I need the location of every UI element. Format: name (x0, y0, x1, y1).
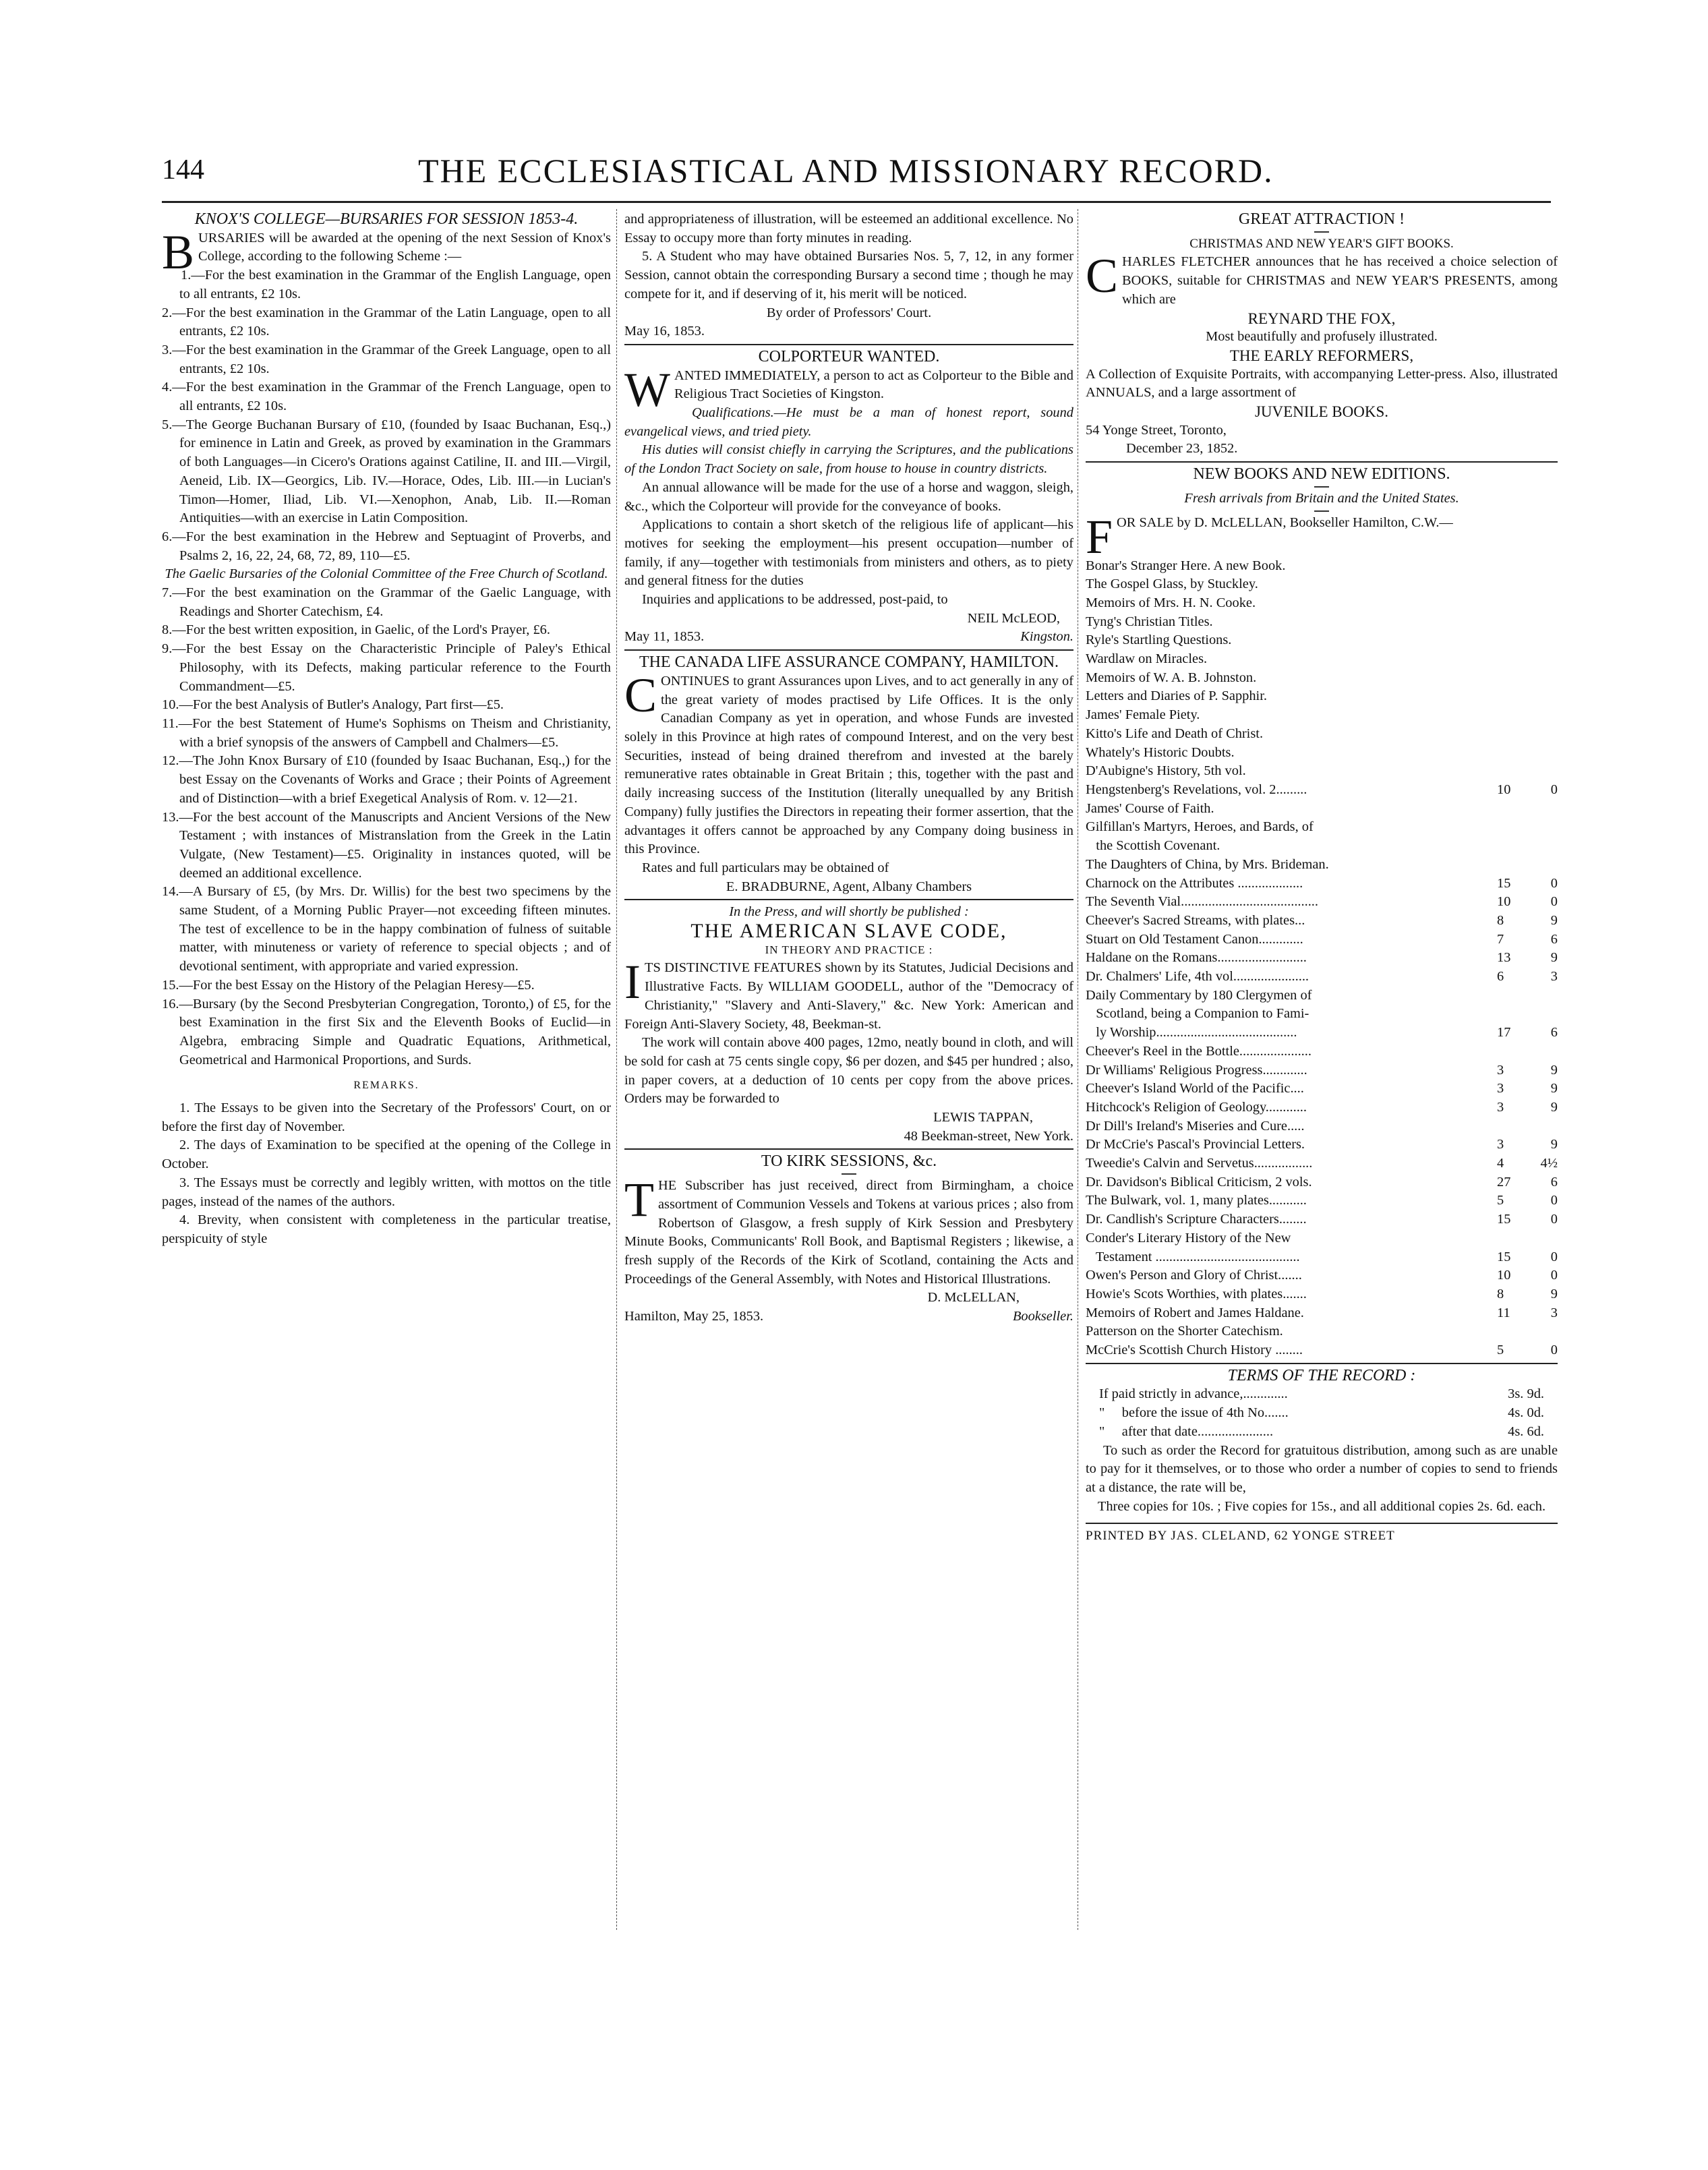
slave-code-prices: The work will contain above 400 pages, 12mo, neatly bound in cloth, and will be sold for cash at 75 cents single copy, $6 per dozen, and $45 per hundred ; also, in paper covers, at a deduction of 10 cents per copy from the above prices. Orders may be forwarded to (624, 1035, 1073, 1107)
price-shillings: 10 (1497, 1268, 1511, 1283)
price-pence: 0 (1550, 1268, 1558, 1283)
slave-code-title: THE AMERICAN SLAVE CODE, (690, 920, 1007, 943)
book-row (1086, 1080, 1558, 1098)
bursary-item: 5.—The George Buchanan Bursary of £10, (founded by Isaac Buchanan, Esq.,) for eminence in Latin and Greek, as proved by examination in the Grammars of both Languages—in Cicero's Orations against Catiline, II. and III.—Virgil, Aeneid, Lib. IX—Georgics, Lib. IV.—Horace, Odes, Lib. III.—in Lucian's Timon—Homer, Iliad, Lib. VI.—Xenophon, Anab, Lib. II.—Roman Antiquities—with an exercise in Latin Composition. (162, 417, 611, 526)
book-title: Dr Williams' Religious Progress............. (1086, 1062, 1307, 1078)
rule (1086, 1363, 1558, 1364)
terms-body: To such as order the Record for gratuitous distribution, among such as are unable to pay for it themselves, or to those who order a number of copies to send to friends at a distance, the rate will be, (1086, 1442, 1558, 1495)
price-pence: 3 (1550, 1305, 1558, 1320)
drop-cap: W (624, 362, 670, 417)
book-title: Gilfillan's Martyrs, Heroes, and Bards, of (1086, 819, 1314, 835)
book-row (1086, 912, 1558, 931)
book-title: Testament .......................................... (1086, 1249, 1300, 1264)
price-pence: 9 (1550, 1137, 1558, 1152)
canada-life-body (624, 668, 1073, 859)
price-pence: 9 (1550, 912, 1558, 928)
bursary-item: 13.—For the best account of the Manuscripts and Ancient Versions of the New Testament ; with instances of Mistranslation from the Greek in the Latin Vulgate, (New Testament)—£5. Originality in instances quoted, will be deemed an additional excellence. (162, 809, 611, 881)
book-price (1492, 949, 1558, 968)
book-price (1492, 650, 1558, 669)
price-shillings: 3 (1497, 1062, 1504, 1078)
book-price (1492, 1266, 1558, 1285)
bursary-item: 11.—For the best Statement of Hume's Sophisms on Theism and Christianity, with a brief synopsis of the answers of Campbell and Chalmers—£5. (162, 715, 611, 750)
dash (842, 1173, 856, 1175)
bursary-item: 8.—For the best written exposition, in Gaelic, of the Lord's Prayer, £6. (162, 622, 550, 638)
fresh-arrivals: Fresh arrivals from Britain and the United States. (1184, 490, 1459, 506)
book-price (1492, 631, 1558, 650)
price-pence: 0 (1550, 1343, 1558, 1358)
book-price (1492, 875, 1558, 893)
bursary-item: 12.—The John Knox Bursary of £10 (founded by Isaac Buchanan, Esq.,) for the best Essay on the Covenants of Works and Grace ; their Points of Agreement and of Distinction—with a brief Exegetical Analysis of Rom. v. 12—21. (162, 753, 611, 806)
book-price (1492, 669, 1558, 688)
slave-code-press: In the Press, and will shortly be published : (729, 904, 969, 920)
column-1 (162, 210, 611, 1249)
colporteur-intro (624, 362, 1073, 417)
book-row (1086, 1024, 1558, 1043)
rule (624, 899, 1073, 900)
book-row (1086, 669, 1558, 688)
price-pence: 6 (1550, 1174, 1558, 1190)
book-row (1086, 1043, 1558, 1061)
drop-cap: B (162, 225, 195, 279)
book-price (1492, 1192, 1558, 1210)
portraits-text: A Collection of Exquisite Portraits, with accompanying Letter-press. Also, illustrated ANNUALS, and a large assortment of (1086, 366, 1558, 401)
book-row (1086, 1322, 1558, 1341)
terms-condition: If paid strictly in advance,............. (1099, 1386, 1288, 1402)
price-shillings: 27 (1497, 1174, 1511, 1190)
terms-condition: " before the issue of 4th No....... (1099, 1405, 1289, 1421)
book-row (1086, 557, 1558, 576)
book-title: Dr McCrie's Pascal's Provincial Letters. (1086, 1137, 1305, 1152)
book-row (1086, 987, 1558, 1005)
fletcher-notice (1086, 249, 1558, 309)
book-row (1086, 1192, 1558, 1210)
kirk-date: Hamilton, May 25, 1853. (624, 1309, 764, 1324)
book-title: Hitchcock's Religion of Geology............ (1086, 1099, 1307, 1115)
book-price (1492, 744, 1558, 763)
book-price (1492, 557, 1558, 576)
book-price (1492, 575, 1558, 594)
book-title: McCrie's Scottish Church History ........ (1086, 1343, 1303, 1358)
knox-remark-5: 5. A Student who may have obtained Bursaries Nos. 5, 7, 12, in any former Session, cannot obtain the corresponding Bursary a second time ; though he may compete for it, and if deserving of it, his merit will be noticed. (624, 249, 1073, 301)
book-title: Scotland, being a Companion to Fami- (1086, 1006, 1309, 1022)
book-row (1086, 1210, 1558, 1229)
book-price (1492, 1154, 1558, 1173)
price-shillings: 17 (1497, 1025, 1511, 1040)
knox-remarks (162, 1099, 611, 1249)
knox-continued: and appropriateness of illustration, will be esteemed an additional excellence. No Essay to occupy more than forty minutes in reading. (624, 212, 1073, 245)
terms-price: 4s. 0d. (1508, 1405, 1544, 1421)
journal-title: THE ECCLESIASTICAL AND MISSIONARY RECORD. (418, 152, 1274, 189)
bursary-item: 10.—For the best Analysis of Butler's Analogy, Part first—£5. (162, 697, 504, 713)
printer-imprint: PRINTED BY JAS. CLELAND, 62 YONGE STREET (1086, 1523, 1558, 1546)
price-pence: 9 (1550, 1286, 1558, 1301)
book-price (1492, 837, 1558, 856)
bursary-item: 3.—For the best examination in the Grammar of the Greek Language, open to all entrants, £2 10s. (162, 342, 611, 376)
canada-life-text: ONTINUES to grant Assurances upon Lives, and to act generally in any of the great variety of modes practised by Life Offices. It is the only Canadian Company as yet in operation, and whose Funds are invested solely in this Province at high rates of compound Interest, and on the very best Securities, instead of being drained therefrom and invested at the barely remunerative rates obtainable in Great Britain ; this, together with the past and daily increasing success of the Institution (literally unequalled by any British Company) fully justifies the Directors in repeating their former assertion, that the advantages it offers cannot be approached by any Company doing business in this Province. (624, 673, 1073, 857)
book-title: Patterson on the Shorter Catechism. (1086, 1324, 1283, 1339)
price-shillings: 15 (1497, 1249, 1511, 1264)
book-price (1492, 1043, 1558, 1061)
price-pence: 4½ (1540, 1156, 1558, 1171)
remarks-heading: REMARKS. (353, 1080, 419, 1092)
canada-life-agent: E. BRADBURNE, Agent, Albany Chambers (726, 879, 972, 894)
book-title: Memoirs of W. A. B. Johnston. (1086, 670, 1257, 685)
book-row (1086, 1005, 1558, 1024)
bursary-item: 7.—For the best examination on the Grammar of the Gaelic Language, with Readings and Shorter Catechism, £4. (162, 585, 611, 619)
book-row (1086, 613, 1558, 632)
bursary-item: 14.—A Bursary of £5, (by Mrs. Dr. Willis) for the best two specimens by the same Student, of a Morning Public Prayer—not exceeding fifteen minutes. The test of excellence to be in the happy combination of fulness of suitable matter, with minuteness or variety of reference to special objects ; and of devotional sentiment, with appropriate and varied expression. (162, 884, 611, 974)
book-row (1086, 650, 1558, 669)
price-shillings: 8 (1497, 1286, 1504, 1301)
terms-rate: Three copies for 10s. ; Five copies for 15s., and all additional copies 2s. 6d. each. (1097, 1498, 1546, 1514)
book-price (1492, 1210, 1558, 1229)
price-pence: 9 (1550, 1099, 1558, 1115)
kirk-trade: Bookseller. (1012, 1309, 1073, 1324)
fletcher-address: 54 Yonge Street, Toronto, (1086, 422, 1227, 438)
book-row (1086, 1061, 1558, 1080)
book-price (1492, 1080, 1558, 1098)
masthead (162, 154, 1544, 194)
drop-cap: I (624, 955, 641, 1009)
book-price (1492, 781, 1558, 800)
book-title: Wardlaw on Miracles. (1086, 651, 1208, 667)
terms-condition: " after that date...................... (1099, 1424, 1274, 1439)
book-row (1086, 1304, 1558, 1323)
slave-code-subtitle: IN THEORY AND PRACTICE : (765, 943, 933, 956)
book-price (1492, 800, 1558, 819)
price-pence: 0 (1550, 1193, 1558, 1208)
book-row (1086, 781, 1558, 800)
price-shillings: 10 (1497, 894, 1511, 910)
terms-line (1086, 1423, 1558, 1442)
book-title: Dr. Davidson's Biblical Criticism, 2 vols. (1086, 1174, 1312, 1190)
fletcher-date: December 23, 1852. (1126, 441, 1238, 457)
book-row (1086, 800, 1558, 819)
book-row (1086, 1248, 1558, 1267)
column-3 (1086, 210, 1558, 1546)
price-shillings: 3 (1497, 1137, 1504, 1152)
book-title: James' Course of Faith. (1086, 800, 1214, 816)
colporteur-duties: His duties will consist chiefly in carrying the Scriptures, and the publications of the London Tract Society on sale, from house to house in country districts. (624, 442, 1073, 477)
terms-lines (1086, 1385, 1558, 1441)
price-pence: 0 (1550, 894, 1558, 910)
kirk-dateline (624, 1308, 1073, 1326)
price-pence: 9 (1550, 1081, 1558, 1096)
book-row (1086, 893, 1558, 912)
book-title: The Seventh Vial........................................ (1086, 894, 1319, 910)
knox-order: By order of Professors' Court. (766, 305, 932, 320)
kirk-sign: D. McLELLAN, (927, 1290, 1020, 1306)
book-price (1492, 1117, 1558, 1136)
great-attraction-heading: GREAT ATTRACTION ! (1238, 210, 1405, 228)
new-books-heading: NEW BOOKS AND NEW EDITIONS. (1193, 465, 1450, 483)
rule (624, 344, 1073, 345)
price-pence: 0 (1550, 1249, 1558, 1264)
price-pence: 0 (1550, 1212, 1558, 1227)
remark-item: 1. The Essays to be given into the Secretary of the Professors' Court, on or before the first day of November. (162, 1101, 611, 1134)
rule (624, 1148, 1073, 1150)
book-price (1492, 725, 1558, 744)
terms-line (1086, 1385, 1558, 1404)
book-title: ly Worship......................................... (1086, 1025, 1297, 1040)
book-title: Tweedie's Calvin and Servetus................. (1086, 1156, 1313, 1171)
price-pence: 6 (1550, 1025, 1558, 1040)
canada-life-rates: Rates and full particulars may be obtained of (642, 860, 889, 875)
colporteur-heading: COLPORTEUR WANTED. (758, 347, 940, 365)
slave-code-sign: LEWIS TAPPAN, (933, 1110, 1033, 1125)
book-title: Cheever's Sacred Streams, with plates... (1086, 912, 1305, 928)
book-price (1492, 1285, 1558, 1304)
book-price (1492, 893, 1558, 912)
book-title: Owen's Person and Glory of Christ....... (1086, 1268, 1302, 1283)
drop-cap: C (624, 668, 657, 722)
knox-intro-text: URSARIES will be awarded at the opening of the next Session of Knox's College, according to the following Scheme :— (198, 230, 611, 264)
book-list (1086, 557, 1558, 1360)
bursary-item: 15.—For the best Essay on the History of the Pelagian Heresy—£5. (162, 977, 535, 993)
price-pence: 9 (1550, 950, 1558, 966)
remark-item: 2. The days of Examination to be specified at the opening of the College in October. (162, 1138, 611, 1172)
colporteur-dateline (624, 628, 1073, 647)
juvenile-title: JUVENILE BOOKS. (1254, 403, 1389, 421)
book-row (1086, 1154, 1558, 1173)
book-title: Kitto's Life and Death of Christ. (1086, 726, 1264, 741)
book-row (1086, 631, 1558, 650)
fletcher-text: HARLES FLETCHER announces that he has received a choice selection of BOOKS, suitable for CHRISTMAS and NEW YEAR'S PRESENTS, among which are (1122, 254, 1558, 307)
book-row (1086, 1117, 1558, 1136)
book-title: Letters and Diaries of P. Sapphir. (1086, 688, 1267, 704)
bursary-item: 4.—For the best examination in the Grammar of the French Language, open to all entrants, £2 10s. (162, 380, 611, 414)
slave-code-address: 48 Beekman-street, New York. (904, 1128, 1073, 1144)
book-row (1086, 1266, 1558, 1285)
book-row (1086, 931, 1558, 949)
colporteur-allowance: An annual allowance will be made for the use of a horse and waggon, sleigh, &c., which the Colporteur will provide for the conveyance of books. (624, 479, 1073, 514)
book-price (1492, 1173, 1558, 1192)
price-shillings: 11 (1497, 1305, 1510, 1320)
gaelic-heading: The Gaelic Bursaries of the Colonial Committee of the Free Church of Scotland. (165, 566, 608, 582)
dash (1314, 510, 1329, 512)
book-row (1086, 837, 1558, 856)
colporteur-date: May 11, 1853. (624, 629, 705, 645)
price-pence: 6 (1550, 931, 1558, 947)
book-title: Memoirs of Mrs. H. N. Cooke. (1086, 595, 1256, 610)
book-title: Stuart on Old Testament Canon............. (1086, 931, 1303, 947)
book-title: The Bulwark, vol. 1, many plates........... (1086, 1193, 1307, 1208)
slave-code-body (624, 955, 1073, 1034)
bursary-item: 2.—For the best examination in the Grammar of the Latin Language, open to all entrants, £2 10s. (162, 305, 611, 339)
book-title: Daily Commentary by 180 Clergymen of (1086, 987, 1312, 1003)
book-row (1086, 687, 1558, 706)
book-title: Dr. Candlish's Scripture Characters........ (1086, 1212, 1307, 1227)
price-shillings: 15 (1497, 875, 1511, 891)
book-price (1492, 687, 1558, 706)
bursary-item: 1.—For the best examination in the Grammar of the English Language, open to all entrants, £2 10s. (179, 268, 611, 301)
terms-price: 4s. 6d. (1508, 1424, 1544, 1439)
knox-heading: KNOX'S COLLEGE—BURSARIES FOR SESSION 1853-4. (194, 210, 579, 228)
bursary-item: 6.—For the best examination in the Hebrew and Septuagint of Proverbs, and Psalms 2, 16, 22, 24, 68, 72, 89, 110—£5. (162, 529, 611, 563)
colporteur-qualifications: Qualifications.—He must be a man of honest report, sound evangelical views, and tried piety. (624, 405, 1073, 439)
kirk-heading: TO KIRK SESSIONS, &c. (761, 1152, 937, 1171)
book-title: James' Female Piety. (1086, 707, 1200, 723)
price-shillings: 6 (1497, 969, 1504, 985)
book-row (1086, 575, 1558, 594)
for-sale-text: OR SALE by D. McLELLAN, Bookseller Hamilton, C.W.— (1117, 515, 1453, 530)
book-title: Memoirs of Robert and James Haldane. (1086, 1305, 1304, 1320)
book-row (1086, 725, 1558, 744)
column-divider (616, 209, 617, 1930)
book-row (1086, 875, 1558, 893)
rule (624, 649, 1073, 651)
drop-cap: F (1086, 509, 1113, 564)
book-price (1492, 613, 1558, 632)
terms-heading: TERMS OF THE RECORD : (1227, 1366, 1416, 1384)
book-price (1492, 1005, 1558, 1024)
bursary-item: 9.—For the best Essay on the Characteristic Principle of Paley's Ethical Philosophy, with its Defects, making particular reference to the Fourth Commandment—£5. (162, 641, 611, 694)
book-title: Dr. Chalmers' Life, 4th vol...................... (1086, 969, 1309, 985)
book-title: Howie's Scots Worthies, with plates....... (1086, 1286, 1307, 1301)
book-row (1086, 856, 1558, 875)
book-row (1086, 744, 1558, 763)
rule (1086, 461, 1558, 463)
price-shillings: 10 (1497, 782, 1511, 797)
for-sale-notice (1086, 509, 1558, 564)
book-title: Ryle's Startling Questions. (1086, 633, 1232, 648)
canada-life-heading: THE CANADA LIFE ASSURANCE COMPANY, HAMILTON. (639, 653, 1059, 672)
kirk-text: HE Subscriber has just received, direct from Birmingham, a choice assortment of Communion Vessels and Tokens at various prices ; also from Robertson of Glasgow, a fresh supply of Kirk Session and Presbytery Minute Books, Communicants' Roll Book, and Baptismal Registers ; likewise, a fresh supply of the Records of the Kirk of Scotland, containing the Acts and Proceedings of the General Assembly, with Notes and Historical Illustrations. (624, 1178, 1073, 1287)
terms-line (1086, 1404, 1558, 1423)
book-row (1086, 1173, 1558, 1192)
book-title: the Scottish Covenant. (1086, 838, 1220, 854)
price-shillings: 8 (1497, 912, 1504, 928)
masthead-rule (162, 201, 1551, 203)
book-price (1492, 987, 1558, 1005)
colporteur-intro-text: ANTED IMMEDIATELY, a person to act as Colporteur to the Bible and Religious Tract Societies of Kingston. (674, 368, 1073, 402)
knox-items-2 (162, 584, 611, 1069)
book-title: Tyng's Christian Titles. (1086, 614, 1213, 629)
book-title: Hengstenberg's Revelations, vol. 2......... (1086, 782, 1307, 797)
knox-date: May 16, 1853. (624, 324, 705, 339)
book-price (1492, 1322, 1558, 1341)
book-row (1086, 762, 1558, 781)
price-shillings: 7 (1497, 931, 1504, 947)
book-price (1492, 1024, 1558, 1043)
book-price (1492, 1248, 1558, 1267)
slave-code-text: TS DISTINCTIVE FEATURES shown by its Statutes, Judicial Decisions and Illustrative Facts. By WILLIAM GOODELL, author of the "Democracy of Christianity," "Slavery and Anti-Slavery," &c. New York: American and Foreign Anti-Slavery Society, 48, Beekman-st. (624, 960, 1073, 1032)
reynard-title: REYNARD THE FOX, (1247, 310, 1396, 327)
book-price (1492, 968, 1558, 987)
price-pence: 3 (1550, 969, 1558, 985)
book-price (1492, 1341, 1558, 1360)
price-shillings: 15 (1497, 1212, 1511, 1227)
remark-item: 4. Brevity, when consistent with completeness in the particular treatise, perspicuity of style (162, 1212, 611, 1246)
book-title: D'Aubigne's History, 5th vol. (1086, 763, 1246, 779)
book-title: Cheever's Reel in the Bottle..................... (1086, 1043, 1312, 1059)
reynard-note: Most beautifully and profusely illustrated. (1206, 329, 1438, 345)
book-title: Conder's Literary History of the New (1086, 1230, 1291, 1245)
book-price (1492, 1229, 1558, 1248)
book-price (1492, 1061, 1558, 1080)
book-title: The Daughters of China, by Mrs. Brideman. (1086, 856, 1329, 872)
book-row (1086, 949, 1558, 968)
gift-books-heading: CHRISTMAS AND NEW YEAR'S GIFT BOOKS. (1189, 236, 1454, 251)
book-price (1492, 1136, 1558, 1154)
colporteur-inquiries: Inquiries and applications to be addressed, post-paid, to (642, 592, 948, 608)
book-row (1086, 1136, 1558, 1154)
knox-intro (162, 225, 611, 279)
price-pence: 0 (1550, 782, 1558, 797)
price-shillings: 5 (1497, 1343, 1504, 1358)
kirk-body (624, 1173, 1073, 1289)
book-row (1086, 818, 1558, 837)
bursary-item: 16.—Bursary (by the Second Presbyterian Congregation, Toronto,) of £5, for the best Examination in the first Six and the Eleventh Books of Euclid—in Algebra, embracing Simple and Quadratic Equations, Arithmetical, Geometrical and Harmonical Proportions, and Surds. (162, 996, 611, 1067)
book-row (1086, 706, 1558, 725)
book-price (1492, 762, 1558, 781)
book-price (1492, 594, 1558, 613)
terms-price: 3s. 9d. (1508, 1386, 1544, 1402)
page-number: 144 (162, 154, 204, 185)
colporteur-applications: Applications to contain a short sketch of the religious life of applicant—his motives for seeking the employment—his present occupation—number of family, if any—together with testimonials from ministers and others, as to piety and general fitness for the duties (624, 517, 1073, 589)
book-title: The Gospel Glass, by Stuckley. (1086, 577, 1258, 592)
colporteur-name: NEIL McLEOD, (967, 610, 1060, 626)
book-row (1086, 1229, 1558, 1248)
book-row (1086, 594, 1558, 613)
book-title: Haldane on the Romans.......................... (1086, 950, 1307, 966)
dash (1314, 231, 1329, 233)
price-shillings: 5 (1497, 1193, 1504, 1208)
book-price (1492, 912, 1558, 931)
book-price (1492, 1304, 1558, 1323)
drop-cap: C (1086, 249, 1119, 303)
price-pence: 0 (1550, 875, 1558, 891)
book-title: Bonar's Stranger Here. A new Book. (1086, 558, 1286, 573)
book-row (1086, 968, 1558, 987)
reformers-title: THE EARLY REFORMERS, (1229, 347, 1414, 364)
book-title: Whately's Historic Doubts. (1086, 744, 1235, 760)
book-price (1492, 818, 1558, 837)
column-2 (624, 210, 1073, 1326)
knox-items (162, 266, 611, 565)
price-shillings: 4 (1497, 1156, 1504, 1171)
book-row (1086, 1098, 1558, 1117)
price-shillings: 13 (1497, 950, 1511, 966)
drop-cap: T (624, 1173, 654, 1227)
dash (1314, 486, 1329, 488)
book-price (1492, 1098, 1558, 1117)
book-title: Cheever's Island World of the Pacific.... (1086, 1081, 1304, 1096)
price-pence: 9 (1550, 1062, 1558, 1078)
price-shillings: 3 (1497, 1081, 1504, 1096)
book-row (1086, 1341, 1558, 1360)
remark-item: 3. The Essays must be correctly and legibly written, with mottos on the title pages, instead of the names of the authors. (162, 1175, 611, 1209)
book-row (1086, 1285, 1558, 1304)
book-title: Charnock on the Attributes ................... (1086, 875, 1303, 891)
colporteur-place: Kingston. (1020, 629, 1073, 645)
book-title: Dr Dill's Ireland's Miseries and Cure..... (1086, 1118, 1305, 1134)
book-price (1492, 706, 1558, 725)
book-price (1492, 856, 1558, 875)
book-price (1492, 931, 1558, 949)
price-shillings: 3 (1497, 1099, 1504, 1115)
